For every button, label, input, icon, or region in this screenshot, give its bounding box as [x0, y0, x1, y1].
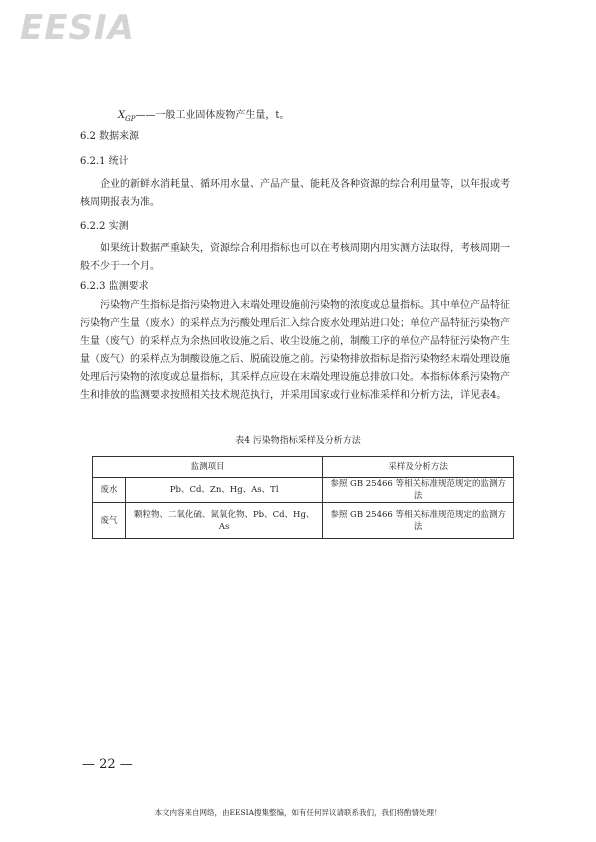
header-sampling-method: 采样及分析方法: [323, 457, 514, 478]
section-heading-6-2-1: 6.2.1 统计: [80, 156, 129, 167]
cell-method: 参照 GB 25466 等相关标准规范规定的监测方法: [323, 478, 514, 503]
section-6-2-1-paragraph: 企业的新鲜水消耗量、循环用水量、产品产量、能耗及各种资源的综合利用量等，以年报或考核周期报表为准。: [80, 179, 510, 208]
cell-method: 参照 GB 25466 等相关标准规范规定的监测方法: [323, 503, 514, 539]
table-row: [93, 503, 514, 539]
section-heading-6-2: 6.2 数据来源: [80, 131, 140, 142]
section-6-2-3-paragraph: 污染物产生指标是指污染物进入末端处理设施前污染物的浓度或总量指标。其中单位产品特征污染物产生量（废水）的采样点为污酸处理后汇入综合废水处理站进口处；单位产品特征污染物产生量（废气）的采样点为余热回收设施之后、收尘设施之前，制酸工序的单位产品特征污染物产生量（废气）的采样点为制酸设施之后、脱硫设施之前。污染物排放指标是指污染物经末端处理设施处理后污染物的浓度或总量指标，其采样点应设在末端处理设施总排放口处。本指标体系污染物产生和排放的监测要求按照相关技术规范执行，并采用国家或行业标准采样和分析方法，详见表4。: [80, 300, 510, 401]
footer-notice: 本文内容来自网络，由EESIA搜集整编，如有任何异议请联系我们，我们将酌情处理！: [154, 808, 442, 817]
table-row: [93, 478, 514, 503]
cell-items: 颗粒物、二氧化硫、氮氧化物、Pb、Cd、Hg、As: [126, 503, 323, 539]
sampling-methods-table: [92, 456, 514, 539]
cell-type: 废水: [93, 478, 126, 503]
formula-subscript: GP: [125, 115, 136, 123]
formula-symbol: X: [118, 110, 126, 121]
header-monitoring-item: 监测项目: [93, 457, 323, 478]
page-number: — 22 —: [82, 757, 133, 772]
table-caption: 表4 污染物指标采样及分析方法: [235, 436, 361, 446]
table-header-row: [93, 457, 514, 478]
definition-line: [118, 109, 289, 126]
section-heading-6-2-2: 6.2.2 实测: [80, 221, 129, 232]
section-heading-6-2-3: 6.2.3 监测要求: [80, 281, 149, 292]
definition-text: ——一般工业固体废物产生量，t。: [135, 110, 290, 121]
section-6-2-2-paragraph: 如果统计数据严重缺失，资源综合利用指标也可以在考核周期内用实测方法取得，考核周期一般不少于一个月。: [80, 243, 510, 272]
cell-type: 废气: [93, 503, 126, 539]
eesia-logo: EESIA: [20, 8, 135, 48]
cell-items: Pb、Cd、Zn、Hg、As、Tl: [126, 478, 323, 503]
